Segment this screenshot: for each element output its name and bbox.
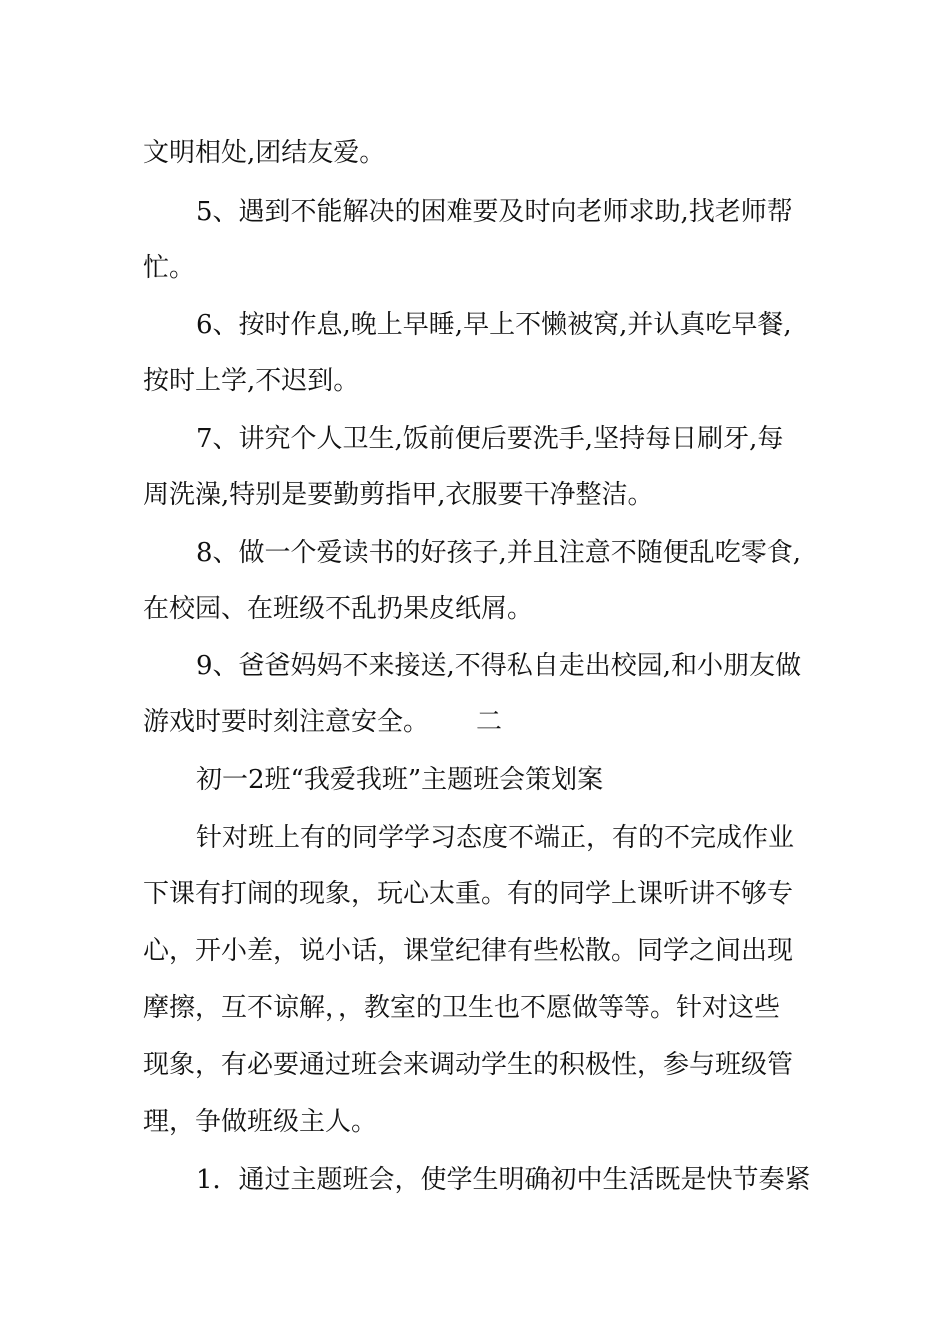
line-text: 文明相处,团结友爱。 bbox=[143, 138, 386, 168]
line-text: 按时上学,不迟到。 bbox=[143, 366, 360, 396]
text-line bbox=[0, 760, 950, 800]
section-title: 初一2班“我爱我班”主题班会策划案 bbox=[196, 765, 604, 795]
line-text: 7、讲究个人卫生,饭前便后要洗手,坚持每日刷牙,每 bbox=[196, 424, 784, 454]
line-text: 1．通过主题班会，使学生明确初中生活既是快节奏紧 bbox=[196, 1165, 811, 1195]
line-text: 6、按时作息,晚上早睡,早上不懒被窝,并认真吃早餐, bbox=[196, 310, 792, 340]
text-line bbox=[0, 931, 950, 971]
line-text: 下课有打闹的现象，玩心太重。有的同学上课听讲不够专 bbox=[143, 879, 794, 909]
text-line bbox=[0, 874, 950, 914]
text-line bbox=[0, 192, 950, 232]
text-line bbox=[0, 1160, 950, 1200]
line-text: 理，争做班级主人。 bbox=[143, 1107, 378, 1137]
text-line bbox=[0, 305, 950, 345]
line-text: 在校园、在班级不乱扔果皮纸屑。 bbox=[143, 594, 534, 624]
line-text: 5、遇到不能解决的困难要及时向老师求助,找老师帮 bbox=[196, 197, 793, 227]
text-line bbox=[0, 361, 950, 401]
text-line bbox=[0, 248, 950, 288]
line-text: 游戏时要时刻注意安全。 bbox=[143, 707, 430, 737]
line-text: 针对班上有的同学学习态度不端正，有的不完成作业 bbox=[196, 823, 795, 853]
line-text: 现象，有必要通过班会来调动学生的积极性，参与班级管 bbox=[143, 1050, 794, 1080]
text-line bbox=[0, 646, 950, 686]
line-text: 8、做一个爱读书的好孩子,并且注意不随便乱吃零食, bbox=[196, 538, 802, 568]
text-line bbox=[0, 133, 950, 173]
section-number: 二 bbox=[476, 707, 503, 737]
line-text: 9、爸爸妈妈不来接送,不得私自走出校园,和小朋友做 bbox=[196, 651, 802, 681]
text-line bbox=[0, 533, 950, 573]
text-line bbox=[0, 419, 950, 459]
line-text: 忙。 bbox=[143, 253, 196, 283]
text-line bbox=[0, 1045, 950, 1085]
text-line bbox=[0, 818, 950, 858]
text-line bbox=[0, 702, 950, 742]
text-line bbox=[0, 589, 950, 629]
line-text: 心，开小差，说小话，课堂纪律有些松散。同学之间出现 bbox=[143, 936, 794, 966]
text-line bbox=[0, 1102, 950, 1142]
line-text: 摩擦，互不谅解，，教室的卫生也不愿做等等。针对这些 bbox=[143, 993, 781, 1023]
text-line bbox=[0, 475, 950, 515]
line-text: 周洗澡,特别是要勤剪指甲,衣服要干净整洁。 bbox=[143, 480, 654, 510]
text-line bbox=[0, 988, 950, 1028]
